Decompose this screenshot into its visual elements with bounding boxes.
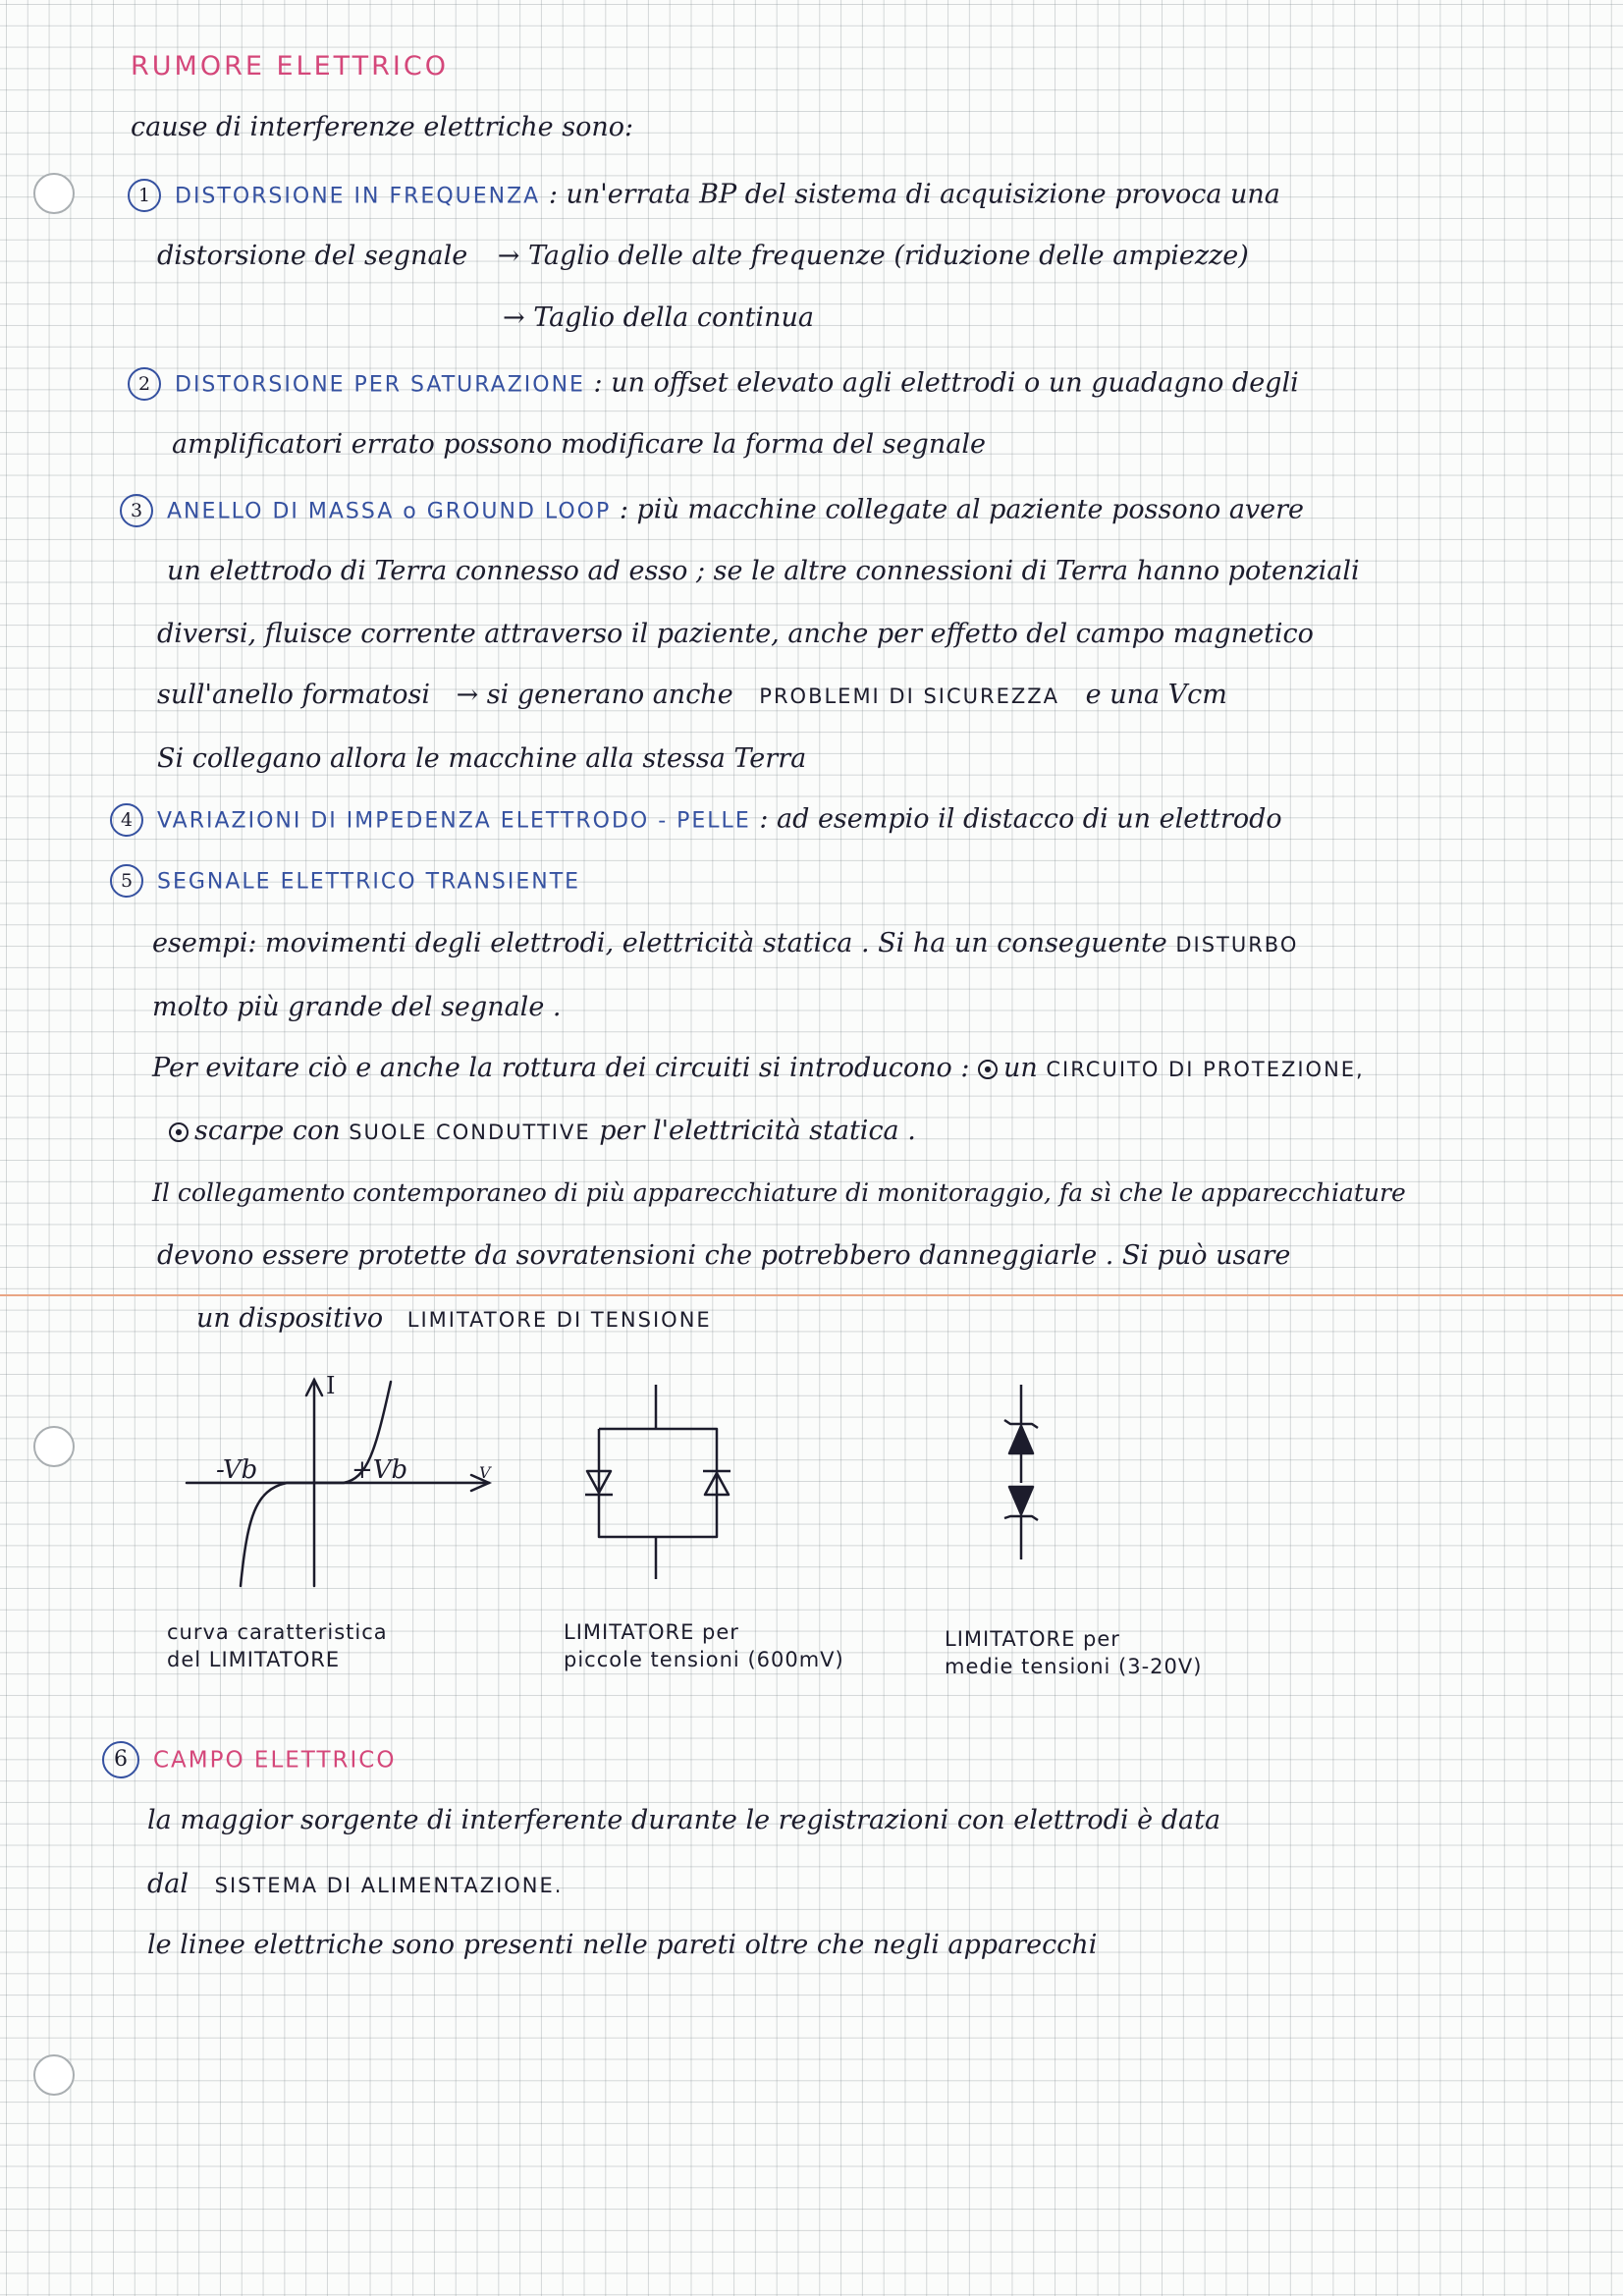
conductive-soles-label: SUOLE CONDUTTIVE [349,1121,591,1144]
safety-problems-label: PROBLEMI DI SICUREZZA [759,684,1060,708]
orange-rule [0,1294,1623,1296]
item-text: e una Vcm [1085,680,1227,710]
item-label: SEGNALE ELETTRICO TRANSIENTE [157,869,581,895]
item-text: → si generano anche [456,680,733,710]
caption-line: medie tensioni (3-20V) [945,1655,1203,1679]
i-axis-label: I [326,1372,336,1399]
protection-circuit-label: CIRCUITO DI PROTEZIONE, [1046,1058,1365,1081]
item-5-line-1 [152,928,1298,959]
item-1-line-1 [128,179,1280,212]
voltage-limiter-label: LIMITATORE DI TENSIONE [406,1308,712,1332]
binder-hole [33,2054,75,2096]
item-text: : ad esempio il distacco di un elettrodo [759,803,1282,835]
item-label: DISTORSIONE PER SATURAZIONE [175,372,585,398]
limiter-characteristic-curve [157,1370,491,1596]
item-1-line-3: → Taglio della continua [503,302,814,333]
item-3-line-1 [120,494,1304,527]
item-1-line-2 [157,241,1249,272]
item-5-line-7 [196,1303,712,1335]
zener-caption [945,1625,1202,1681]
item-number: 5 [110,864,143,898]
item-6-line-2 [147,1869,563,1900]
item-6-line-3: le linee elettriche sono presenti nelle pareti oltre che negli apparecchi [147,1930,1098,1960]
arrow-line: → Taglio delle alte frequenze (riduzione delle ampiezze) [497,241,1249,271]
item-2-line-2: amplificatori errato possono modificare la forma del segnale [172,429,986,460]
item-5-line-3 [152,1053,1365,1084]
item-number: 4 [110,803,143,837]
item-text: esempi: movimenti degli elettrodi, elettricità statica . Si ha un conseguente [152,928,1167,958]
item-text: Per evitare ciò e anche la rottura dei circuiti si introducono : [152,1053,970,1083]
item-label: CAMPO ELETTRICO [153,1747,397,1774]
item-5-line-2: molto più grande del segnale . [152,992,562,1022]
pos-vb-label: +Vb [352,1455,408,1485]
bullet-icon: ● [169,1122,189,1142]
binder-hole [33,173,75,214]
binder-hole [33,1426,75,1467]
v-axis-label: V [479,1463,491,1482]
item-number: 6 [102,1741,139,1778]
caption-line: piccole tensioni (600mV) [564,1648,844,1672]
item-4-line-1 [110,803,1282,837]
power-system-label: SISTEMA DI ALIMENTAZIONE. [214,1874,564,1897]
curve-caption [167,1618,388,1674]
item-5-line-4 [169,1116,916,1147]
item-3-line-2: un elettrodo di Terra connesso ad esso ; se le altre connessioni di Terra hanno potenziali [167,556,1360,586]
item-text: distorsione del segnale [157,241,468,271]
item-text: un dispositivo [196,1303,384,1334]
item-label: VARIAZIONI DI IMPEDENZA ELETTRODO - PELLE [157,808,751,834]
item-text: : un offset elevato agli elettrodi o un guadagno degli [593,367,1299,399]
item-3-line-3: diversi, fluisce corrente attraverso il paziente, anche per effetto del campo magnetico [157,619,1314,649]
item-6-heading [102,1741,396,1778]
bullet-icon: ● [978,1060,998,1079]
caption-line: LIMITATORE per [945,1627,1120,1651]
item-text: un [1003,1053,1038,1083]
item-5-line-6: devono essere protette da sovratensioni che potrebbero danneggiarle . Si può usare [157,1240,1291,1271]
item-3-line-5: Si collegano allora le macchine alla stessa Terra [157,743,807,774]
item-label: ANELLO DI MASSA o GROUND LOOP [167,499,612,524]
diodes-caption [564,1618,844,1674]
item-5-line-5: Il collegamento contemporaneo di più apparecchiature di monitoraggio, fa sì che le apparecchiature [152,1178,1406,1207]
caption-line: del LIMITATORE [167,1648,341,1672]
item-5-heading [110,864,580,898]
item-text: : un'errata BP del sistema di acquisizione provoca una [548,179,1280,210]
item-text: sull'anello formatosi [157,680,430,710]
item-text: : più macchine collegate al paziente possono avere [619,494,1305,525]
zener-upper [1009,1426,1033,1453]
item-text: dal [147,1869,189,1899]
neg-vb-label: -Vb [216,1455,258,1485]
item-3-line-4 [157,680,1227,711]
item-number: 3 [120,494,153,527]
intro-line: cause di interferenze elettriche sono: [131,112,634,142]
item-2-line-1 [128,367,1299,401]
item-number: 2 [128,367,161,401]
item-6-line-1: la maggior sorgente di interferente durante le registrazioni con elettrodi è data [147,1805,1221,1835]
caption-line: curva caratteristica [167,1620,388,1644]
item-number: 1 [128,179,161,212]
item-text: per l'elettricità statica . [599,1116,916,1146]
disturbance-label: DISTURBO [1175,933,1299,957]
antiparallel-diodes-diagram [579,1385,736,1581]
caption-line: LIMITATORE per [564,1620,739,1644]
item-text: scarpe con [194,1116,341,1146]
page-title: RUMORE ELETTRICO [131,51,449,82]
item-label: DISTORSIONE IN FREQUENZA [175,184,541,209]
zener-lower [1009,1487,1033,1514]
zener-diodes-diagram [977,1385,1065,1581]
